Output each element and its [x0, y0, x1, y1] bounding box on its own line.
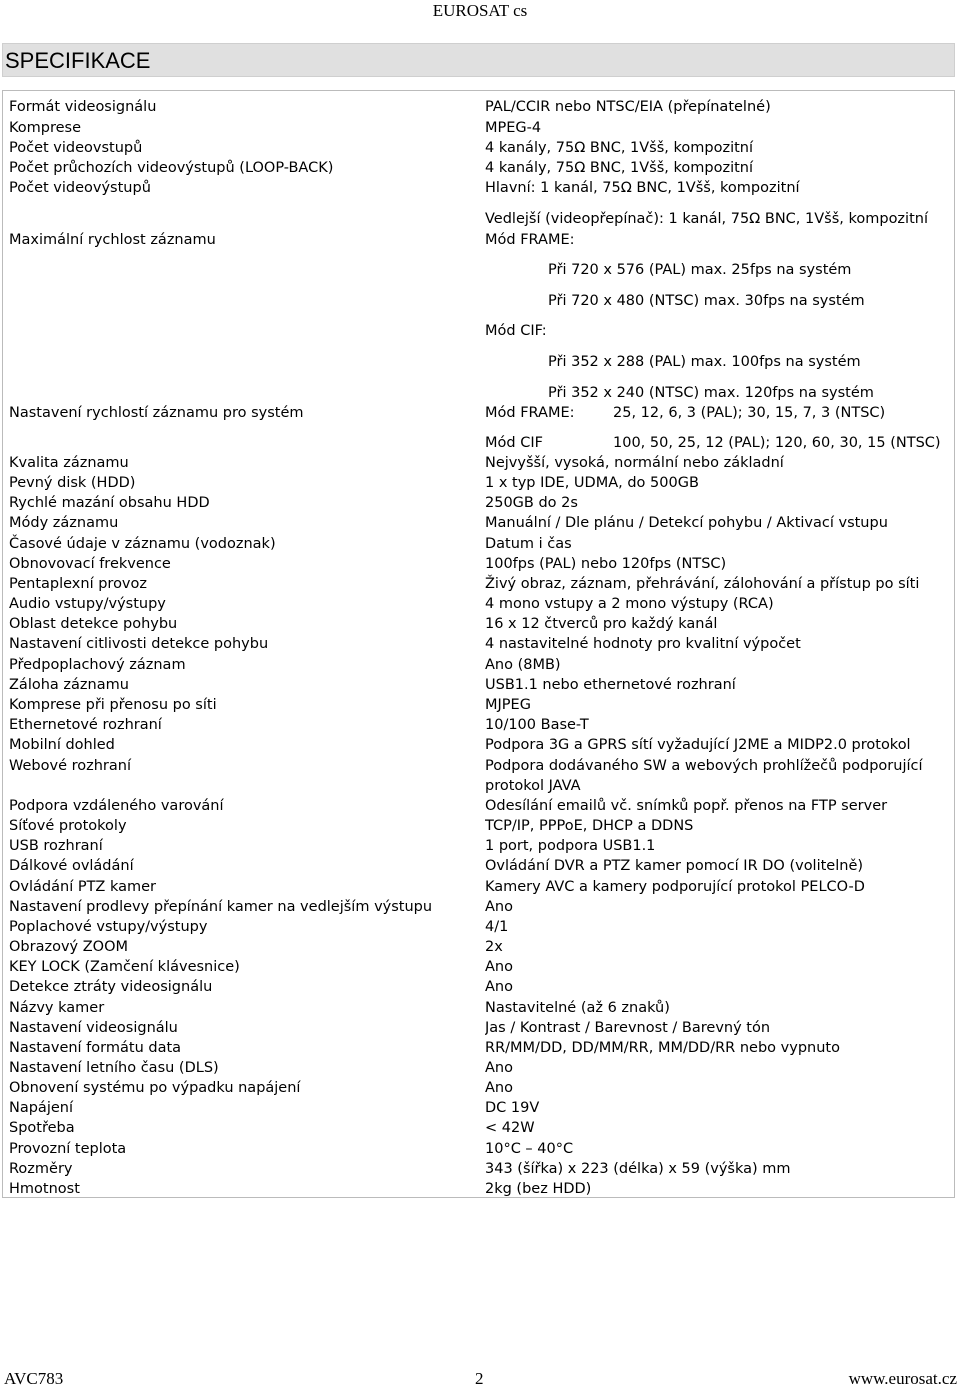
spec-label: Pevný disk (HDD): [9, 475, 136, 492]
spec-value: protokol JAVA: [485, 778, 581, 794]
spec-row: [3, 1018, 954, 1038]
spec-value: Nejvyšší, vysoká, normální nebo základní: [485, 455, 784, 471]
spec-value: MJPEG: [485, 696, 531, 713]
spec-label: Dálkové ovládání: [9, 858, 134, 875]
spec-row: [3, 614, 954, 634]
spec-value: 4 kanály, 75Ω BNC, 1Všš, kompozitní: [485, 140, 754, 156]
spec-value: RR/MM/DD, DD/MM/RR, MM/DD/RR nebo vypnuto: [485, 1039, 840, 1056]
spec-value: DC 19V: [485, 1100, 540, 1117]
spec-row: [3, 554, 954, 574]
spec-label: Obnovovací frekvence: [9, 555, 171, 572]
spec-label: Nastavení videosignálu: [9, 1019, 178, 1036]
spec-value: Manuální / Dle plánu / Detekcí pohybu / Aktivací vstupu: [485, 515, 888, 532]
spec-subrow: [3, 321, 954, 341]
spec-value: 100, 50, 25, 12 (PAL); 120, 60, 30, 15 (NTSC): [613, 435, 941, 451]
spec-row: [3, 574, 954, 594]
spec-row: [3, 1139, 954, 1159]
document-footer: [0, 1369, 960, 1389]
spec-value: Ano: [485, 898, 513, 915]
spec-row: [3, 1038, 954, 1058]
spec-label: Kvalita záznamu: [9, 455, 129, 471]
spec-row: [3, 917, 954, 937]
spec-label: Počet videovýstupů: [9, 180, 151, 196]
spec-value: 4 nastavitelné hodnoty pro kvalitní výpočet: [485, 636, 801, 653]
spec-row: [3, 138, 954, 158]
spec-value: TCP/IP, PPPoE, DHCP a DDNS: [485, 818, 694, 835]
spec-label: Komprese: [9, 120, 82, 136]
spec-value: 100fps (PAL) nebo 120fps (NTSC): [485, 555, 727, 572]
spec-value: 25, 12, 6, 3 (PAL); 30, 15, 7, 3 (NTSC): [613, 405, 886, 421]
spec-value: Ano: [485, 1080, 513, 1097]
spec-value: Vedlejší (videopřepínač): 1 kanál, 75Ω BNC, 1Všš, kompozitní: [485, 211, 928, 227]
spec-value: Jas / Kontrast / Barevnost / Barevný tón: [485, 1019, 771, 1036]
mode-title: Mód CIF: [485, 435, 543, 451]
spec-label: Audio vstupy/výstupy: [9, 596, 166, 613]
spec-subrow: [3, 352, 954, 372]
spec-label: Síťové protokoly: [9, 818, 127, 835]
spec-label: Spotřeba: [9, 1120, 75, 1137]
spec-value: 2kg (bez HDD): [485, 1180, 592, 1197]
spec-row: [3, 957, 954, 977]
spec-label: Ethernetové rozhraní: [9, 716, 162, 733]
spec-row: [3, 97, 954, 117]
spec-value: 10/100 Base-T: [485, 716, 589, 733]
spec-value: Při 720 x 480 (NTSC) max. 30fps na systém: [548, 293, 865, 309]
spec-row: [3, 735, 954, 755]
spec-label: Záloha záznamu: [9, 676, 129, 693]
spec-row: [3, 473, 954, 493]
spec-value: USB1.1 nebo ethernetové rozhraní: [485, 676, 736, 693]
spec-row: [3, 513, 954, 533]
spec-row: [3, 977, 954, 997]
spec-subrow: [3, 260, 954, 280]
spec-row: [3, 1098, 954, 1118]
spec-value: Ano: [485, 1059, 513, 1076]
spec-label: Formát videosignálu: [9, 99, 157, 115]
spec-value: Nastavitelné (až 6 znaků): [485, 999, 670, 1016]
spec-label: Oblast detekce pohybu: [9, 616, 178, 633]
spec-row: [3, 1118, 954, 1138]
spec-label: Webové rozhraní: [9, 758, 131, 774]
spec-label: Komprese při přenosu po síti: [9, 696, 217, 713]
spec-label: Počet průchozích videovýstupů (LOOP-BACK): [9, 160, 334, 176]
spec-label: Nastavení citlivosti detekce pohybu: [9, 636, 269, 653]
website: www.eurosat.cz: [848, 1369, 957, 1388]
spec-value: Odesílání emailů vč. snímků popř. přenos na FTP server: [485, 798, 888, 814]
spec-row: [3, 675, 954, 695]
spec-label: USB rozhraní: [9, 838, 103, 855]
spec-row: [3, 877, 954, 897]
spec-value: 16 x 12 čtverců pro každý kanál: [485, 616, 718, 633]
spec-row: [3, 403, 954, 423]
spec-label: Ovládání PTZ kamer: [9, 878, 157, 895]
spec-row: [3, 937, 954, 957]
spec-row: [3, 594, 954, 614]
spec-row: [3, 756, 954, 776]
spec-row: [3, 998, 954, 1018]
spec-label: Obrazový ZOOM: [9, 939, 128, 956]
spec-label: Rychlé mazání obsahu HDD: [9, 495, 210, 512]
spec-value: Podpora dodávaného SW a webových prohlížečů podporující: [485, 758, 923, 774]
spec-row: [3, 1078, 954, 1098]
spec-value: 4/1: [485, 918, 509, 935]
spec-row: [3, 230, 954, 250]
spec-row: [3, 897, 954, 917]
mode-title: Mód FRAME:: [485, 232, 575, 248]
spec-value: Kamery AVC a kamery podporující protokol PELCO-D: [485, 878, 865, 895]
spec-value: MPEG-4: [485, 120, 542, 136]
spec-label: Napájení: [9, 1100, 73, 1117]
spec-label: Obnovení systému po výpadku napájení: [9, 1080, 301, 1097]
spec-row-continued: [3, 209, 954, 229]
spec-value: 10°C – 40°C: [485, 1140, 574, 1157]
spec-label: Módy záznamu: [9, 515, 119, 532]
spec-row: [3, 695, 954, 715]
spec-row: [3, 1058, 954, 1078]
spec-row: [3, 836, 954, 856]
spec-value: 1 x typ IDE, UDMA, do 500GB: [485, 475, 699, 492]
spec-value: 2x: [485, 939, 503, 956]
model-number: AVC783: [4, 1369, 64, 1388]
spec-label: Maximální rychlost záznamu: [9, 232, 216, 248]
spec-row: [3, 816, 954, 836]
spec-subrow: [3, 291, 954, 311]
spec-label: Nastavení prodlevy přepínání kamer na vedlejším výstupu: [9, 898, 433, 915]
spec-row: [3, 534, 954, 554]
spec-row: [3, 1159, 954, 1179]
spec-row: [3, 178, 954, 198]
spec-value: Hlavní: 1 kanál, 75Ω BNC, 1Všš, kompozitní: [485, 180, 800, 196]
spec-value: 250GB do 2s: [485, 495, 578, 512]
spec-row: [3, 493, 954, 513]
spec-subrow: [3, 383, 954, 403]
spec-value: Při 352 x 288 (PAL) max. 100fps na systém: [548, 354, 861, 370]
spec-value: Při 352 x 240 (NTSC) max. 120fps na systém: [548, 385, 874, 401]
spec-row: [3, 453, 954, 473]
spec-value: Podpora 3G a GPRS sítí vyžadující J2ME a MIDP2.0 protokol: [485, 737, 911, 754]
spec-value: Živý obraz, záznam, přehrávání, zálohování a přístup po síti: [485, 575, 920, 592]
section-title: SPECIFIKACE: [2, 43, 955, 77]
spec-value: Při 720 x 576 (PAL) max. 25fps na systém: [548, 262, 852, 278]
spec-row: [3, 796, 954, 816]
spec-label: Nastavení rychlostí záznamu pro systém: [9, 405, 304, 421]
spec-label: Časové údaje v záznamu (vodoznak): [9, 535, 276, 552]
spec-value: 343 (šířka) x 223 (délka) x 59 (výška) mm: [485, 1160, 791, 1177]
spec-value: 1 port, podpora USB1.1: [485, 838, 656, 855]
spec-value: PAL/CCIR nebo NTSC/EIA (přepínatelné): [485, 99, 771, 115]
spec-value: < 42W: [485, 1120, 535, 1137]
spec-row: [3, 655, 954, 675]
spec-value: Ano: [485, 959, 513, 976]
spec-value: Ano: [485, 979, 513, 996]
spec-label: Pentaplexní provoz: [9, 575, 147, 592]
mode-title: Mód CIF:: [485, 323, 547, 339]
spec-label: Nastavení formátu data: [9, 1039, 182, 1056]
spec-label: Počet videovstupů: [9, 140, 143, 156]
spec-row: [3, 118, 954, 138]
spec-value: Ovládání DVR a PTZ kamer pomocí IR DO (volitelně): [485, 858, 864, 875]
spec-label: Předpoplachový záznam: [9, 656, 186, 673]
spec-subrow: [3, 433, 954, 453]
spec-row: [3, 634, 954, 654]
spec-label: Podpora vzdáleného varování: [9, 798, 224, 814]
spec-label: KEY LOCK (Zamčení klávesnice): [9, 959, 240, 976]
spec-row: [3, 856, 954, 876]
specification-table: [2, 90, 955, 1198]
spec-label: Poplachové vstupy/výstupy: [9, 918, 208, 935]
spec-row-continued: [3, 776, 954, 796]
spec-value: 4 kanály, 75Ω BNC, 1Všš, kompozitní: [485, 160, 754, 176]
spec-row: [3, 158, 954, 178]
spec-value: Datum i čas: [485, 535, 572, 552]
spec-label: Provozní teplota: [9, 1140, 127, 1157]
spec-row: [3, 715, 954, 735]
spec-label: Rozměry: [9, 1160, 73, 1177]
spec-label: Nastavení letního času (DLS): [9, 1059, 219, 1076]
spec-label: Hmotnost: [9, 1180, 80, 1197]
spec-label: Detekce ztráty videosignálu: [9, 979, 213, 996]
spec-label: Názvy kamer: [9, 999, 105, 1016]
mode-title: Mód FRAME:: [485, 405, 575, 421]
spec-label: Mobilní dohled: [9, 737, 115, 754]
page-number: 2: [475, 1369, 484, 1388]
spec-row: [3, 1179, 954, 1199]
document-header: EUROSAT cs: [432, 1, 528, 20]
spec-value: 4 mono vstupy a 2 mono výstupy (RCA): [485, 596, 774, 613]
spec-value: Ano (8MB): [485, 656, 561, 673]
